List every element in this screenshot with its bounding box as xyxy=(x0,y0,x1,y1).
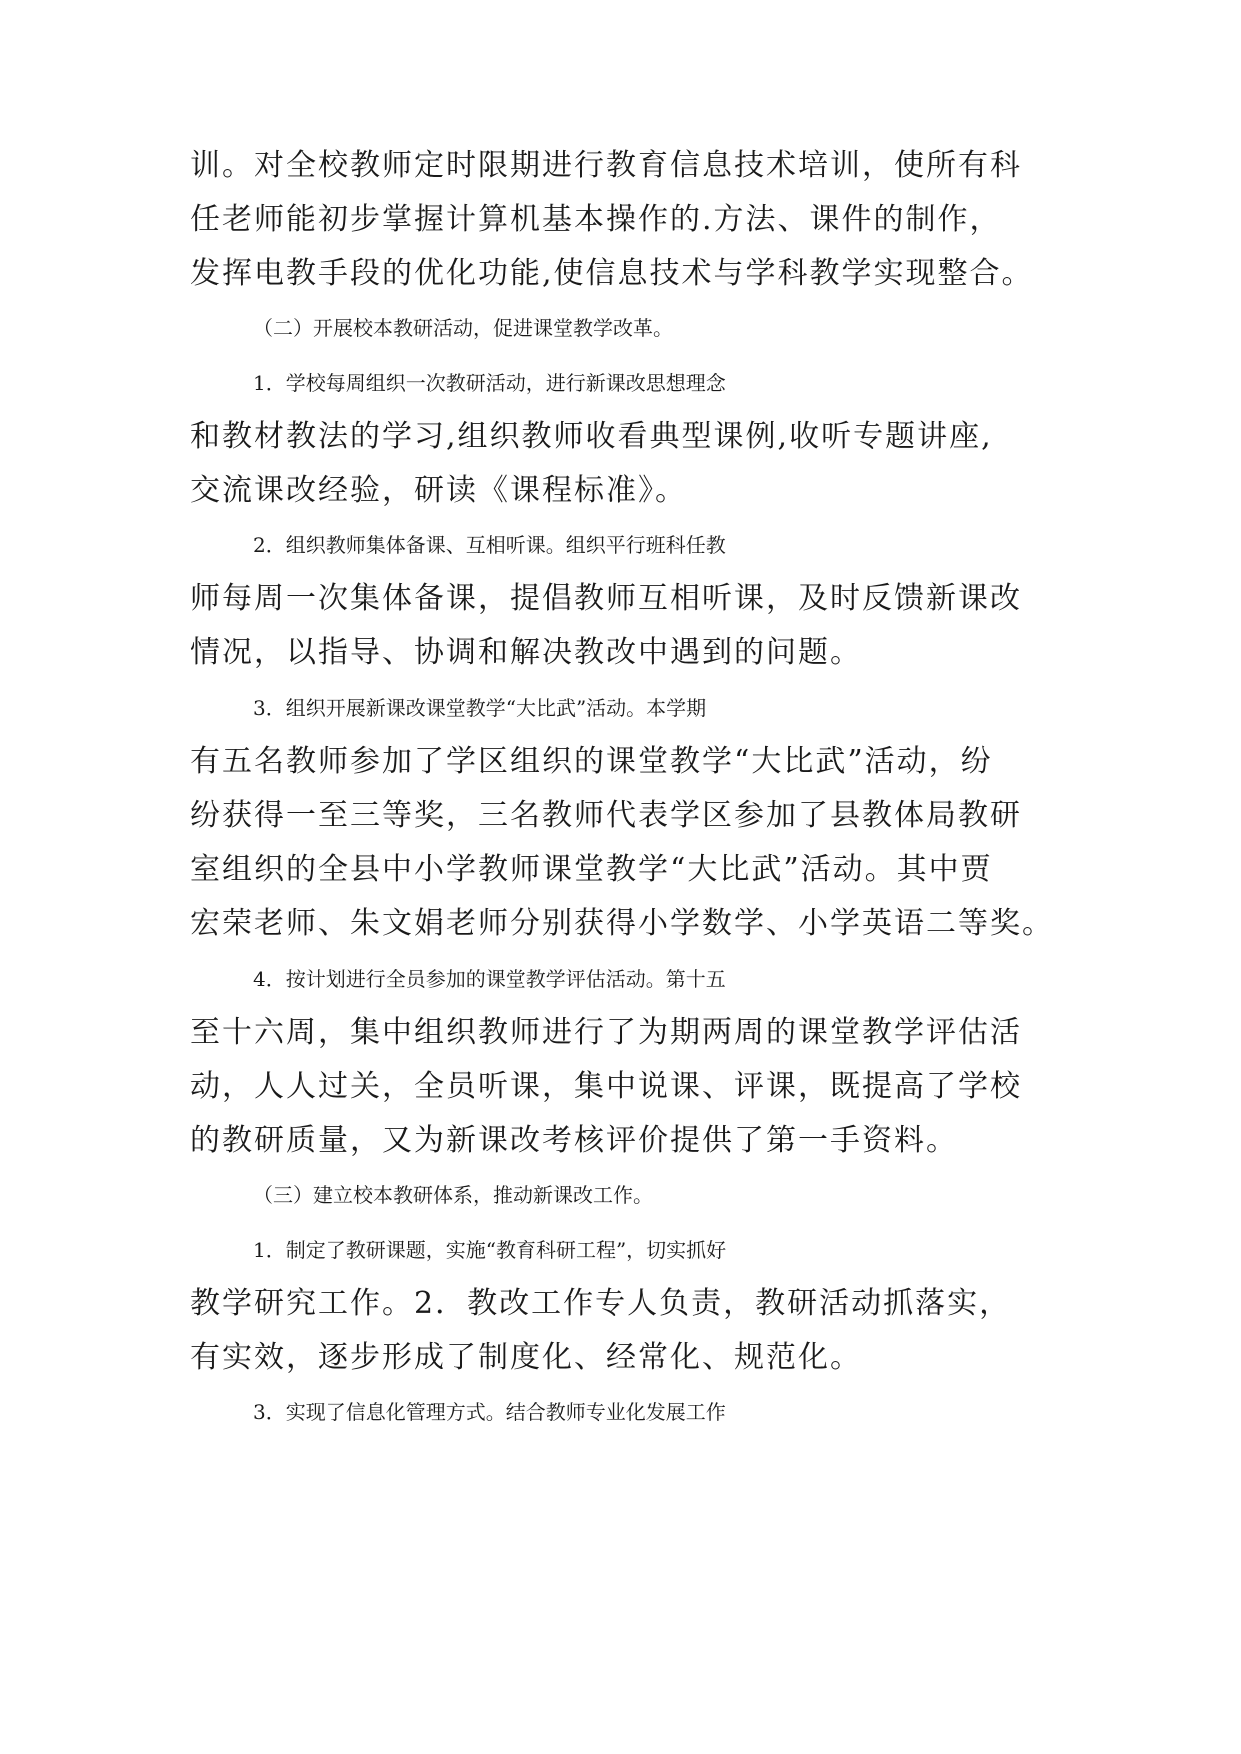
text-line: 师每周一次集体备课，提倡教师互相听课，及时反馈新课改 xyxy=(190,581,1022,616)
text-line: 1．学校每周组织一次教研活动，进行新课改思想理念 xyxy=(253,371,726,395)
text-line: 有实效，逐步形成了制度化、经常化、规范化。 xyxy=(190,1340,862,1375)
text-line: 任老师能初步掌握计算机基本操作的.方法、课件的制作， xyxy=(190,202,1002,237)
text-line: 有五名教师参加了学区组织的课堂教学“大比武”活动，纷 xyxy=(190,744,993,779)
text-line: 纷获得一至三等奖，三名教师代表学区参加了县教体局教研 xyxy=(190,798,1022,833)
section-heading: （三）建立校本教研体系，推动新课改工作。 xyxy=(253,1183,653,1207)
text-line: 宏荣老师、朱文娟老师分别获得小学数学、小学英语二等奖。 xyxy=(190,906,1054,941)
text-line: 的教研质量，又为新课改考核评价提供了第一手资料。 xyxy=(190,1123,958,1158)
section-heading: （二）开展校本教研活动，促进课堂教学改革。 xyxy=(253,316,673,340)
text-line: 4．按计划进行全员参加的课堂教学评估活动。第十五 xyxy=(253,967,726,991)
text-line: 情况，以指导、协调和解决教改中遇到的问题。 xyxy=(190,635,862,670)
text-line: 2．组织教师集体备课、互相听课。组织平行班科任教 xyxy=(253,533,726,557)
text-line: 至十六周，集中组织教师进行了为期两周的课堂教学评估活 xyxy=(190,1015,1022,1050)
text-line: 3．组织开展新课改课堂教学“大比武”活动。本学期 xyxy=(253,696,707,720)
text-line: 发挥电教手段的优化功能,使信息技术与学科教学实现整合。 xyxy=(190,256,1034,291)
text-line: 教学研究工作。2．教改工作专人负责，教研活动抓落实， xyxy=(190,1286,1012,1321)
text-line: 3．实现了信息化管理方式。结合教师专业化发展工作 xyxy=(253,1400,726,1424)
text-line: 训。对全校教师定时限期进行教育信息技术培训，使所有科 xyxy=(190,148,1022,183)
text-line: 室组织的全县中小学教师课堂教学“大比武”活动。其中贾 xyxy=(190,852,993,887)
text-line: 交流课改经验，研读《课程标准》。 xyxy=(190,473,687,508)
text-line: 动，人人过关，全员听课，集中说课、评课，既提高了学校 xyxy=(190,1069,1022,1104)
text-line: 1．制定了教研课题，实施“教育科研工程”，切实抓好 xyxy=(253,1238,727,1262)
text-line: 和教材教法的学习,组织教师收看典型课例,收听专题讲座, xyxy=(190,419,993,454)
